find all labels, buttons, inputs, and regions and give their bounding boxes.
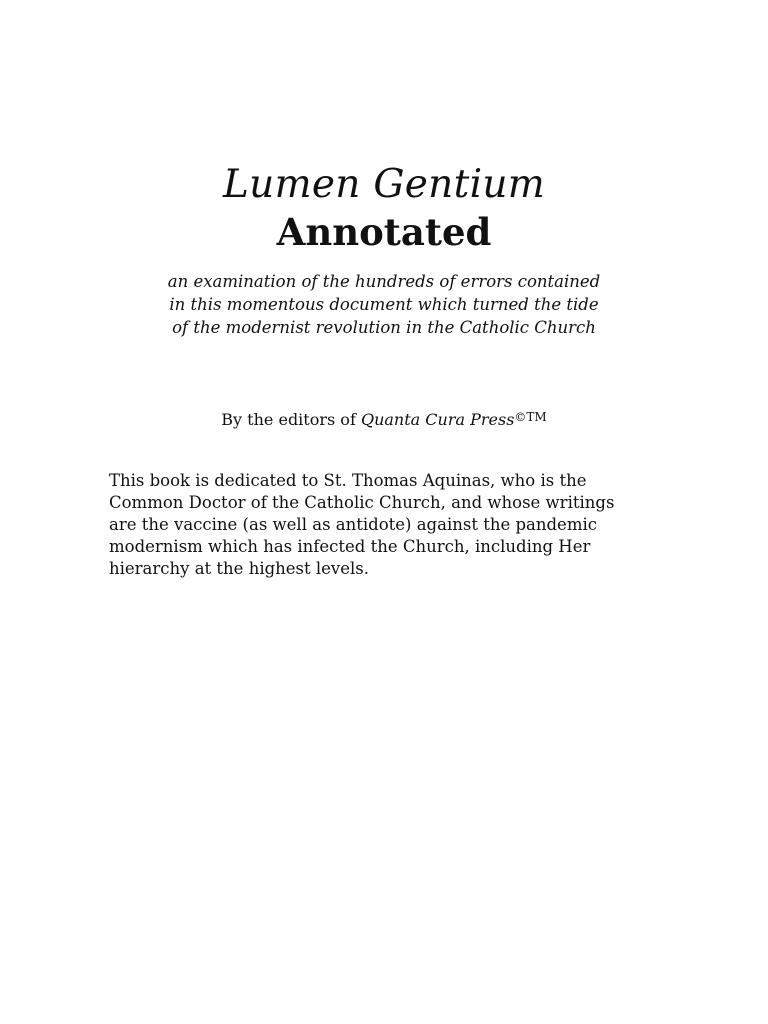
subtitle [0,270,768,339]
subtitle-line: an examination of the hundreds of errors contained [167,272,601,291]
dedication-line: Common Doctor of the Catholic Church, and whose writings [109,493,615,512]
subtitle-line: of the modernist revolution in the Catholic Church [172,318,596,337]
trademark-symbol: ©TM [514,410,547,424]
dedication-line: are the vaccine (as well as antidote) against the pandemic [109,515,597,534]
subtitle-line: in this momentous document which turned the tide [169,295,599,314]
byline-prefix: By the editors of [221,410,361,429]
dedication-line: hierarchy at the highest levels. [109,559,370,578]
title-line-1: Lumen Gentium [222,162,546,207]
dedication-line: This book is dedicated to St. Thomas Aquinas, who is the [109,471,587,490]
title-line-2: Annotated [276,210,492,254]
publisher-name: Quanta Cura Press [360,410,515,429]
byline [0,406,768,431]
dedication-line: modernism which has infected the Church, including Her [109,537,591,556]
dedication-paragraph [109,470,689,580]
